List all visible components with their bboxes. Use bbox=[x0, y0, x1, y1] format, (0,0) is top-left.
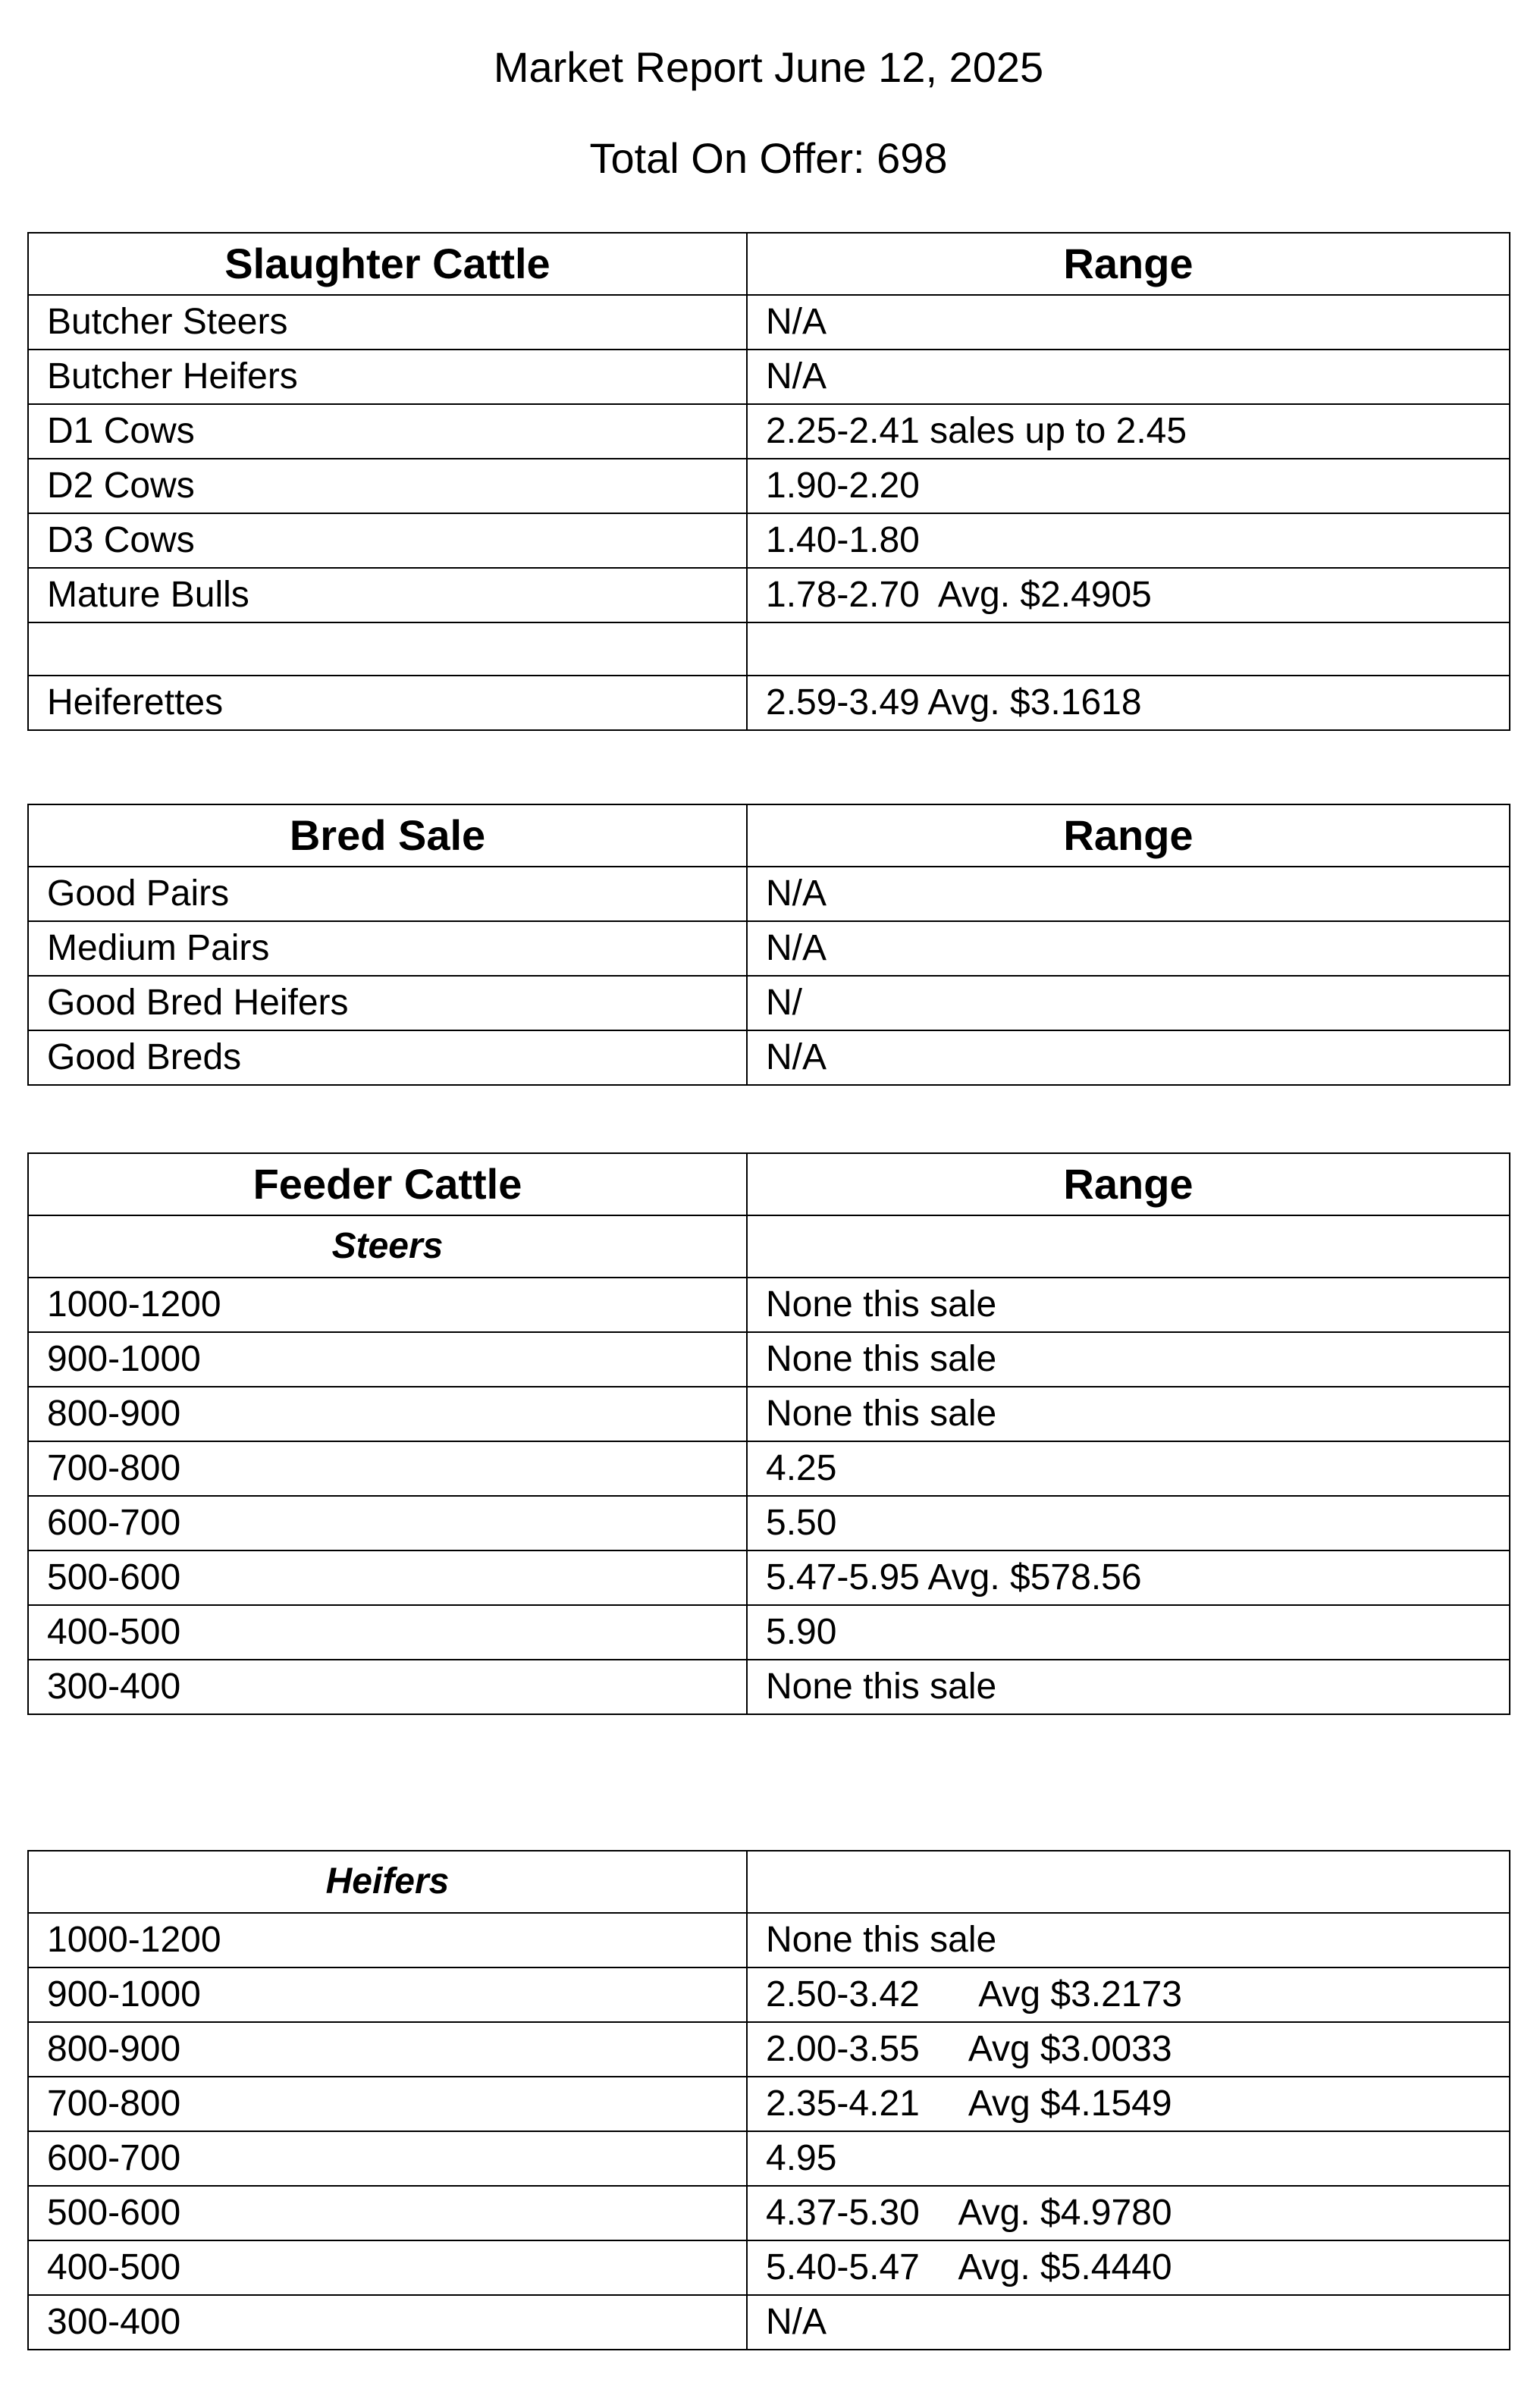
row-label: 600-700 bbox=[28, 1496, 747, 1550]
table-row bbox=[28, 1030, 1510, 1085]
row-range: 2.25-2.41 sales up to 2.45 bbox=[747, 404, 1510, 459]
table-row bbox=[28, 1550, 1510, 1605]
row-label: 300-400 bbox=[28, 2295, 747, 2350]
row-label bbox=[28, 622, 747, 676]
row-range: 4.95 bbox=[747, 2131, 1510, 2186]
table-row bbox=[28, 921, 1510, 976]
row-range: 1.90-2.20 bbox=[747, 459, 1510, 513]
row-range: 5.90 bbox=[747, 1605, 1510, 1660]
table-header-row bbox=[28, 233, 1510, 295]
row-range: N/A bbox=[747, 867, 1510, 921]
empty-cell bbox=[747, 1851, 1510, 1913]
column-header-range: Range bbox=[747, 233, 1510, 295]
row-range: N/A bbox=[747, 921, 1510, 976]
table-header-row bbox=[28, 804, 1510, 867]
row-label: D2 Cows bbox=[28, 459, 747, 513]
row-label: Good Bred Heifers bbox=[28, 976, 747, 1030]
row-range: N/A bbox=[747, 295, 1510, 350]
row-label: 300-400 bbox=[28, 1660, 747, 1714]
slaughter-cattle-table bbox=[27, 232, 1510, 731]
column-header-range: Range bbox=[747, 1153, 1510, 1215]
row-label: 500-600 bbox=[28, 2186, 747, 2240]
row-range: N/ bbox=[747, 976, 1510, 1030]
table-header-row bbox=[28, 1153, 1510, 1215]
row-range: N/A bbox=[747, 2295, 1510, 2350]
row-label: 900-1000 bbox=[28, 1967, 747, 2022]
table-row bbox=[28, 404, 1510, 459]
row-range: None this sale bbox=[747, 1660, 1510, 1714]
bred-sale-table bbox=[27, 804, 1510, 1086]
table-row bbox=[28, 350, 1510, 404]
table-row bbox=[28, 2240, 1510, 2295]
steers-subheader-row bbox=[28, 1215, 1510, 1278]
report-title: Market Report June 12, 2025 bbox=[493, 43, 1044, 91]
row-label: D3 Cows bbox=[28, 513, 747, 568]
row-label: 400-500 bbox=[28, 1605, 747, 1660]
table-row bbox=[28, 2295, 1510, 2350]
column-header-category: Slaughter Cattle bbox=[28, 233, 747, 295]
table-row bbox=[28, 2077, 1510, 2131]
table-row bbox=[28, 1496, 1510, 1550]
total-on-offer: Total On Offer: 698 bbox=[589, 134, 948, 182]
row-label: Good Pairs bbox=[28, 867, 747, 921]
row-label: 1000-1200 bbox=[28, 1913, 747, 1967]
table-row bbox=[28, 1387, 1510, 1441]
table-row bbox=[28, 459, 1510, 513]
row-range: 1.40-1.80 bbox=[747, 513, 1510, 568]
row-label: 1000-1200 bbox=[28, 1278, 747, 1332]
row-label: 700-800 bbox=[28, 2077, 747, 2131]
row-range: 2.35-4.21 Avg $4.1549 bbox=[747, 2077, 1510, 2131]
row-range: 4.37-5.30 Avg. $4.9780 bbox=[747, 2186, 1510, 2240]
table-row bbox=[28, 1332, 1510, 1387]
table-row bbox=[28, 976, 1510, 1030]
row-label: 400-500 bbox=[28, 2240, 747, 2295]
table-row bbox=[28, 1441, 1510, 1496]
row-label: Good Breds bbox=[28, 1030, 747, 1085]
feeder-cattle-table bbox=[27, 1152, 1510, 1715]
heifers-table bbox=[27, 1850, 1510, 2350]
table-row bbox=[28, 513, 1510, 568]
table-row bbox=[28, 676, 1510, 730]
row-label: Mature Bulls bbox=[28, 568, 747, 622]
table-row bbox=[28, 1605, 1510, 1660]
row-label: Heiferettes bbox=[28, 676, 747, 730]
row-range: None this sale bbox=[747, 1387, 1510, 1441]
row-label: 700-800 bbox=[28, 1441, 747, 1496]
table-row bbox=[28, 1913, 1510, 1967]
table-row bbox=[28, 2022, 1510, 2077]
table-row bbox=[28, 2131, 1510, 2186]
row-label: 900-1000 bbox=[28, 1332, 747, 1387]
table-row bbox=[28, 867, 1510, 921]
row-range: None this sale bbox=[747, 1332, 1510, 1387]
column-header-category: Feeder Cattle bbox=[28, 1153, 747, 1215]
heifers-subheader: Heifers bbox=[28, 1851, 747, 1913]
row-range bbox=[747, 622, 1510, 676]
row-range: 4.25 bbox=[747, 1441, 1510, 1496]
row-label: Butcher Heifers bbox=[28, 350, 747, 404]
row-range: None this sale bbox=[747, 1913, 1510, 1967]
row-range: 5.50 bbox=[747, 1496, 1510, 1550]
row-label: 500-600 bbox=[28, 1550, 747, 1605]
row-range: 2.00-3.55 Avg $3.0033 bbox=[747, 2022, 1510, 2077]
table-row bbox=[28, 568, 1510, 622]
row-label: D1 Cows bbox=[28, 404, 747, 459]
row-range: None this sale bbox=[747, 1278, 1510, 1332]
table-row bbox=[28, 2186, 1510, 2240]
empty-cell bbox=[747, 1215, 1510, 1278]
row-range: 1.78-2.70 Avg. $2.4905 bbox=[747, 568, 1510, 622]
row-range: 5.40-5.47 Avg. $5.4440 bbox=[747, 2240, 1510, 2295]
table-row bbox=[28, 1660, 1510, 1714]
table-row bbox=[28, 1278, 1510, 1332]
row-range: 2.59-3.49 Avg. $3.1618 bbox=[747, 676, 1510, 730]
column-header-range: Range bbox=[747, 804, 1510, 867]
row-range: N/A bbox=[747, 1030, 1510, 1085]
row-label: 800-900 bbox=[28, 1387, 747, 1441]
column-header-category: Bred Sale bbox=[28, 804, 747, 867]
row-label: Medium Pairs bbox=[28, 921, 747, 976]
row-label: 600-700 bbox=[28, 2131, 747, 2186]
steers-subheader: Steers bbox=[28, 1215, 747, 1278]
row-range: 2.50-3.42 Avg $3.2173 bbox=[747, 1967, 1510, 2022]
row-label: 800-900 bbox=[28, 2022, 747, 2077]
row-range: 5.47-5.95 Avg. $578.56 bbox=[747, 1550, 1510, 1605]
row-range: N/A bbox=[747, 350, 1510, 404]
table-row bbox=[28, 295, 1510, 350]
table-row bbox=[28, 622, 1510, 676]
row-label: Butcher Steers bbox=[28, 295, 747, 350]
table-row bbox=[28, 1967, 1510, 2022]
heifers-subheader-row bbox=[28, 1851, 1510, 1913]
